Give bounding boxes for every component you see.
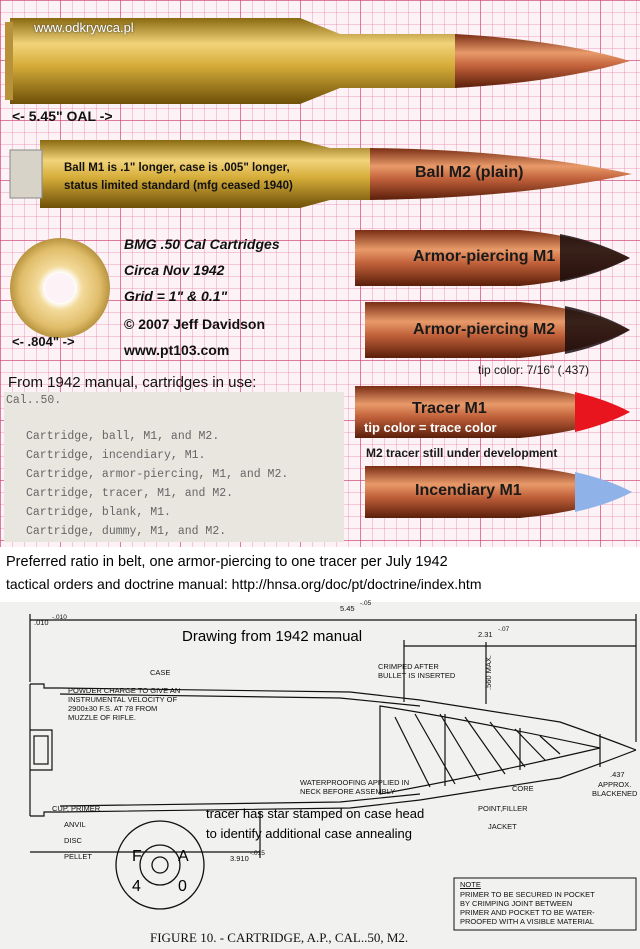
belt-note-1: Preferred ratio in belt, one armor-piercing to one tracer per July 1942 bbox=[6, 554, 448, 570]
incendiary-m1-label: Incendiary M1 bbox=[415, 482, 522, 499]
point-filler-label: POINT,FILLER bbox=[478, 804, 528, 813]
title-line-4: © 2007 Jeff Davidson bbox=[124, 316, 266, 332]
tracer-tip bbox=[575, 392, 630, 432]
dim-bullet: 2.31 bbox=[478, 630, 493, 639]
ball-m2-cartridge bbox=[10, 140, 632, 208]
dim-head: 3.910 bbox=[230, 854, 249, 863]
manual-heading: From 1942 manual, cartridges in use: bbox=[8, 374, 257, 391]
pellet-label: PELLET bbox=[64, 852, 92, 861]
dim-oal: 5.45 bbox=[340, 604, 355, 613]
crimped-2: BULLET IS INSERTED bbox=[378, 671, 456, 680]
dim-head-tol: -.015 bbox=[250, 850, 265, 857]
ap-m1-label: Armor-piercing M1 bbox=[413, 248, 556, 265]
jacket-label: JACKET bbox=[488, 822, 517, 831]
dim-tip: .437 bbox=[610, 770, 625, 779]
dim-oal-tol: -.05 bbox=[360, 600, 372, 607]
tip-color-note: tip color: 7/16" (.437) bbox=[478, 363, 589, 377]
tracer-m1-label: Tracer M1 bbox=[412, 400, 487, 417]
headstamp-f: F bbox=[132, 848, 142, 865]
ball-m1-note-2: status limited standard (mfg ceased 1940) bbox=[64, 180, 293, 192]
ball-m2-label: Ball M2 (plain) bbox=[415, 164, 524, 181]
cup-primer-label: CUP, PRIMER bbox=[52, 804, 101, 813]
manual-line: Cartridge, dummy, M1, and M2. bbox=[26, 525, 227, 538]
dim-rim: .010 bbox=[34, 618, 49, 627]
dim-rim-tol: -.010 bbox=[52, 614, 67, 621]
approx-2: BLACKENED bbox=[592, 789, 638, 798]
belt-note-2: tactical orders and doctrine manual: http://hnsa.org/doc/pt/doctrine/index.htm bbox=[6, 576, 482, 592]
disc-label: DISC bbox=[64, 836, 82, 845]
anvil-label: ANVIL bbox=[64, 820, 86, 829]
powder-4: MUZZLE OF RIFLE. bbox=[68, 713, 136, 722]
case-label: CASE bbox=[150, 668, 171, 677]
manual-line: Cartridge, tracer, M1, and M2. bbox=[26, 487, 234, 500]
powder-2: INSTRUMENTAL VELOCITY OF bbox=[68, 695, 178, 704]
watermark: www.odkrywca.pl bbox=[34, 20, 134, 35]
drawing-title: Drawing from 1942 manual bbox=[182, 628, 363, 645]
powder-3: 2900±30 F.S. AT 78 FROM bbox=[68, 704, 158, 713]
figure-caption: FIGURE 10. - CARTRIDGE, A.P., CAL..50, M2. bbox=[150, 930, 409, 945]
note-4: PROOFED WITH A VISIBLE MATERIAL bbox=[460, 917, 595, 926]
manual-line: Cartridge, blank, M1. bbox=[26, 506, 171, 519]
ap-m2-label: Armor-piercing M2 bbox=[413, 321, 556, 338]
manual-line: Cartridge, incendiary, M1. bbox=[26, 449, 206, 462]
title-line-2: Circa Nov 1942 bbox=[124, 262, 225, 278]
oal-label: <- 5.45" OAL -> bbox=[12, 108, 113, 124]
note-1: PRIMER TO BE SECURED IN POCKET bbox=[460, 890, 595, 899]
waterproof-2: NECK BEFORE ASSEMBLY bbox=[300, 787, 396, 796]
core-label: CORE bbox=[512, 784, 534, 793]
note-3: PRIMER AND POCKET TO BE WATER- bbox=[460, 908, 595, 917]
dim-neck: .560 MAX. bbox=[484, 654, 493, 690]
waterproof-1: WATERPROOFING APPLIED IN bbox=[300, 778, 410, 787]
manual-cal: Cal..50. bbox=[6, 394, 62, 407]
approx-1: APPROX. bbox=[598, 780, 632, 789]
powder-1: POWDER CHARGE TO GIVE AN bbox=[68, 686, 181, 695]
crimped-1: CRIMPED AFTER bbox=[378, 662, 439, 671]
headstamp-a: A bbox=[178, 848, 189, 865]
manual-excerpt bbox=[4, 392, 344, 542]
tracer-star-1: tracer has star stamped on case head bbox=[206, 806, 425, 821]
headstamp-0: 0 bbox=[178, 878, 187, 895]
title-line-1: BMG .50 Cal Cartridges bbox=[124, 236, 280, 252]
title-line-3: Grid = 1" & 0.1" bbox=[124, 288, 228, 304]
dim-bullet-tol: -.07 bbox=[498, 626, 510, 633]
ball-m1-note-1: Ball M1 is .1" longer, case is .005" longer, bbox=[64, 162, 290, 174]
m2-tracer-note: M2 tracer still under development bbox=[366, 446, 558, 460]
manual-line: Cartridge, armor-piercing, M1, and M2. bbox=[26, 468, 289, 481]
tracer-star-2: to identify additional case annealing bbox=[206, 826, 412, 841]
note-title: NOTE bbox=[460, 880, 481, 889]
incendiary-tip bbox=[575, 472, 632, 512]
manual-line: Cartridge, ball, M1, and M2. bbox=[26, 430, 220, 443]
note-2: BY CRIMPING JOINT BETWEEN bbox=[460, 899, 573, 908]
tracer-note: tip color = trace color bbox=[364, 420, 497, 435]
washer-label: <- .804" -> bbox=[12, 334, 75, 349]
headstamp-4: 4 bbox=[132, 878, 141, 895]
title-line-5: www.pt103.com bbox=[124, 342, 230, 358]
